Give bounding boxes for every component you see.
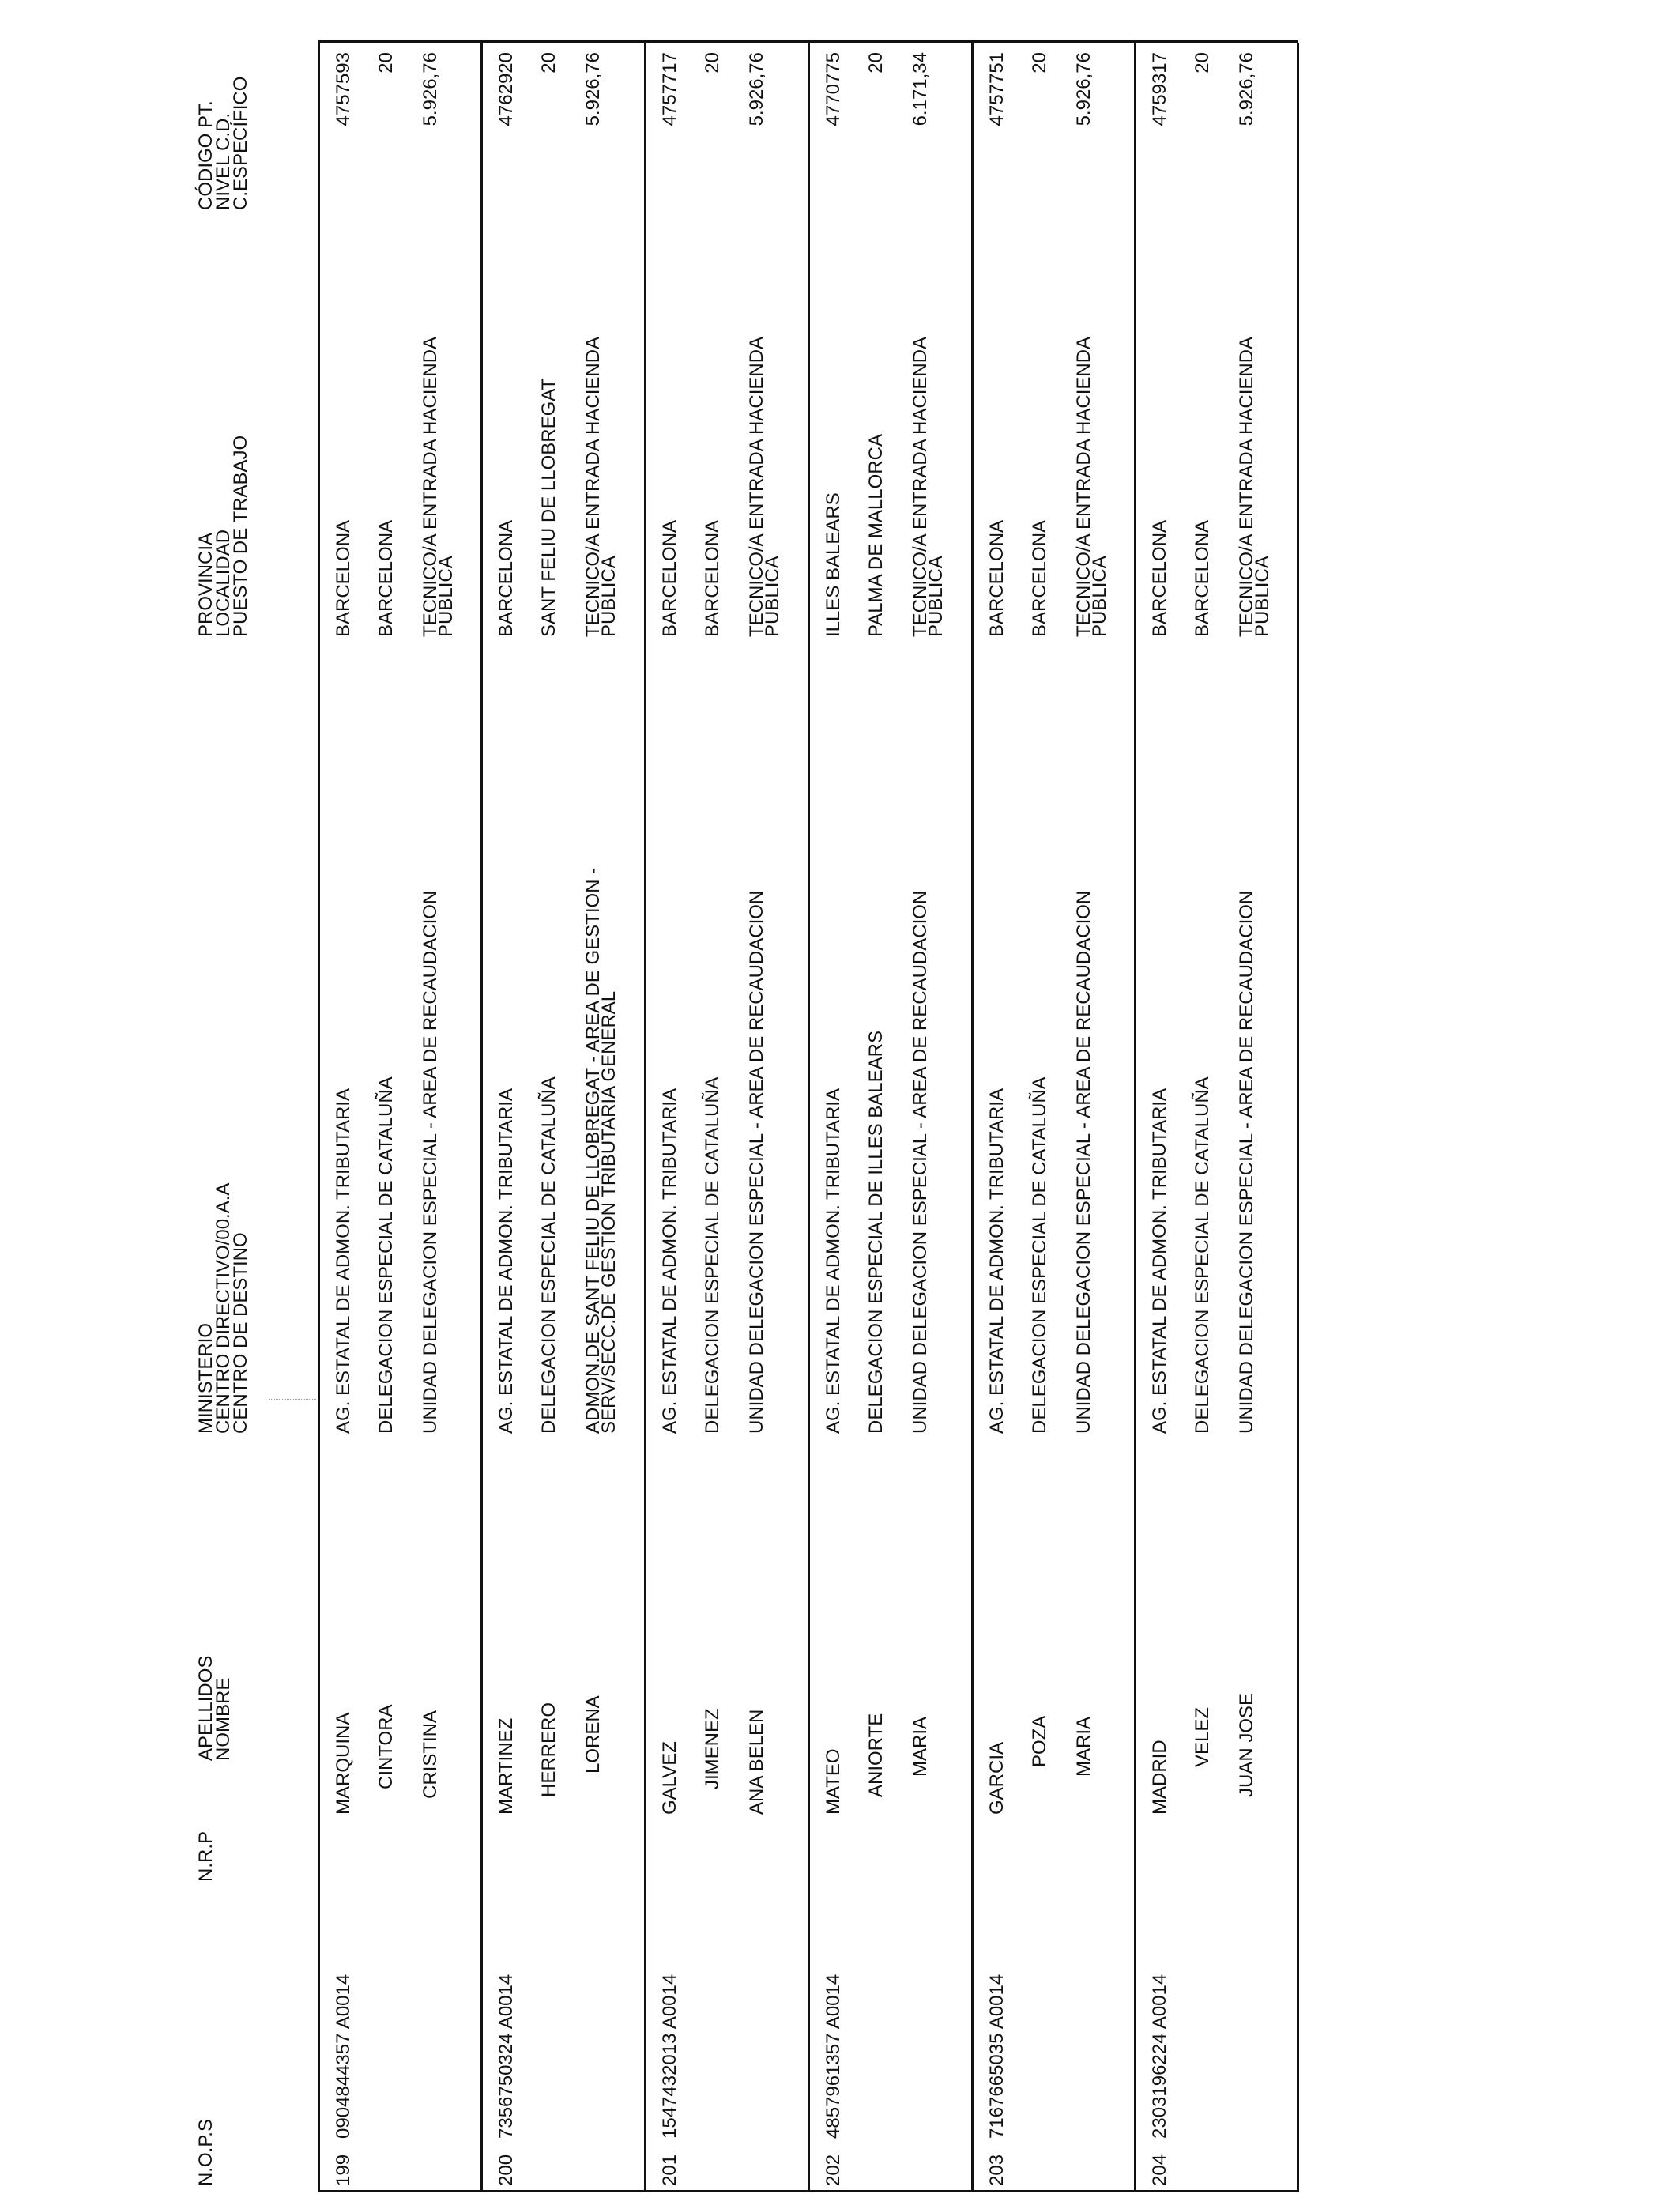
puesto-cell: TECNICO/A ENTRADA HACIENDA <box>746 336 767 637</box>
nrp-cell: 2303196224 A0014 <box>1149 1973 1170 2139</box>
puesto-cell-line2: PUBLICA <box>598 556 620 637</box>
centro-destino-cell: ADMON.DE SANT FELIU DE LLOBREGAT - AREA DE GESTION - <box>582 867 604 1434</box>
especifico-cell: 5.926,76 <box>746 52 767 126</box>
nrp-cell: 1547432013 A0014 <box>659 1973 680 2139</box>
nops-cell: 204 <box>1149 2154 1170 2186</box>
nrp-cell: 4857961357 A0014 <box>823 1973 844 2139</box>
nops-cell: 200 <box>495 2154 517 2186</box>
especifico-cell: 5.926,76 <box>420 52 441 126</box>
nombre-cell: CRISTINA <box>420 1710 441 1799</box>
codigo-cell: 4757593 <box>333 52 354 126</box>
centro-directivo-cell: DELEGACION ESPECIAL DE CATALUÑA <box>1029 1076 1050 1434</box>
codigo-cell: 4757751 <box>986 52 1008 126</box>
ministerio-cell: AG. ESTATAL DE ADMON. TRIBUTARIA <box>495 1088 517 1434</box>
nombre-cell: MARIA <box>1073 1716 1094 1777</box>
table-row <box>1134 0 1297 2194</box>
table-row <box>318 0 480 2194</box>
header-apellidos-label: APELLIDOS <box>195 1655 217 1761</box>
especifico-cell: 5.926,76 <box>582 52 604 126</box>
codigo-cell: 4762920 <box>495 52 517 126</box>
puesto-cell: TECNICO/A ENTRADA HACIENDA <box>582 336 604 637</box>
puesto-cell-line2: PUBLICA <box>925 556 947 637</box>
especifico-cell: 5.926,76 <box>1073 52 1094 126</box>
header-nops <box>195 2119 217 2186</box>
nivel-cell: 20 <box>375 52 397 74</box>
centro-directivo-cell: DELEGACION ESPECIAL DE CATALUÑA <box>538 1076 559 1434</box>
header-nivel-label: NIVEL C.D. <box>213 112 234 210</box>
codigo-cell: 4757717 <box>659 52 680 126</box>
apellido1-cell: GARCIA <box>986 1741 1008 1815</box>
apellido2-cell: POZA <box>1029 1715 1050 1767</box>
header-localidad-label: LOCALIDAD <box>213 529 234 637</box>
header-nombre-label: NOMBRE <box>213 1677 234 1761</box>
centro-directivo-cell: DELEGACION ESPECIAL DE CATALUÑA <box>375 1076 397 1434</box>
header-puesto-label: PUESTO DE TRABAJO <box>230 435 251 637</box>
apellido1-cell: MADRID <box>1149 1740 1170 1815</box>
nops-cell: 199 <box>333 2154 354 2186</box>
header-nops-label: N.O.P.S <box>195 2119 217 2186</box>
apellido1-cell: GALVEZ <box>659 1741 680 1815</box>
centro-destino-cell: UNIDAD DELEGACION ESPECIAL - AREA DE RECAUDACION <box>420 890 441 1434</box>
table-row <box>971 0 1134 2194</box>
apellido2-cell: CINTORA <box>375 1704 397 1789</box>
provincia-cell: ILLES BALEARS <box>823 492 844 637</box>
ministerio-cell: AG. ESTATAL DE ADMON. TRIBUTARIA <box>333 1088 354 1434</box>
apellido2-cell: HERRERO <box>538 1702 559 1797</box>
centro-directivo-cell: DELEGACION ESPECIAL DE ILLES BALEARS <box>865 1031 887 1434</box>
nombre-cell: JUAN JOSE <box>1236 1692 1257 1797</box>
apellido1-cell: MARQUINA <box>333 1712 354 1815</box>
localidad-cell: BARCELONA <box>1029 519 1050 637</box>
header-ministerio <box>195 1182 251 1434</box>
header-nrp <box>195 1830 217 1882</box>
nombre-cell: MARIA <box>910 1716 931 1777</box>
table-row <box>480 0 643 2194</box>
puesto-cell-line2: PUBLICA <box>435 556 457 637</box>
provincia-cell: BARCELONA <box>659 519 680 637</box>
nrp-cell: 7167665035 A0014 <box>986 1973 1008 2139</box>
localidad-cell: BARCELONA <box>1192 519 1213 637</box>
puesto-cell: TECNICO/A ENTRADA HACIENDA <box>910 336 931 637</box>
nops-cell: 203 <box>986 2154 1008 2186</box>
puesto-cell: TECNICO/A ENTRADA HACIENDA <box>1236 336 1257 637</box>
apellido2-cell: VELEZ <box>1192 1706 1213 1767</box>
especifico-cell: 5.926,76 <box>1236 52 1257 126</box>
provincia-cell: BARCELONA <box>986 519 1008 637</box>
codigo-cell: 4770775 <box>823 52 844 126</box>
nivel-cell: 20 <box>1029 52 1050 74</box>
puesto-cell-line2: PUBLICA <box>1089 556 1110 637</box>
localidad-cell: BARCELONA <box>375 519 397 637</box>
centro-destino-cell: UNIDAD DELEGACION ESPECIAL - AREA DE RECAUDACION <box>1236 890 1257 1434</box>
localidad-cell: PALMA DE MALLORCA <box>865 434 887 637</box>
header-apellidos-nombre <box>195 1655 234 1761</box>
puesto-cell: TECNICO/A ENTRADA HACIENDA <box>420 336 441 637</box>
puesto-cell-line2: PUBLICA <box>762 556 783 637</box>
nivel-cell: 20 <box>702 52 723 74</box>
localidad-cell: BARCELONA <box>702 519 723 637</box>
codigo-cell: 4759317 <box>1149 52 1170 126</box>
centro-destino-cell: UNIDAD DELEGACION ESPECIAL - AREA DE RECAUDACION <box>910 890 931 1434</box>
nivel-cell: 20 <box>865 52 887 74</box>
column-divider <box>269 1399 316 1400</box>
header-nrp-label: N.R.P <box>195 1830 217 1882</box>
apellido2-cell: ANIORTE <box>865 1713 887 1797</box>
centro-destino-cell: UNIDAD DELEGACION ESPECIAL - AREA DE RECAUDACION <box>1073 890 1094 1434</box>
header-centro-directivo-label: CENTRO DIRECTIVO/00.A.A <box>213 1182 234 1434</box>
table-row <box>808 0 970 2194</box>
centro-directivo-cell: DELEGACION ESPECIAL DE CATALUÑA <box>1192 1076 1213 1434</box>
nrp-cell: 7356750324 A0014 <box>495 1973 517 2139</box>
header-codigo <box>195 76 251 210</box>
puesto-cell: TECNICO/A ENTRADA HACIENDA <box>1073 336 1094 637</box>
nivel-cell: 20 <box>538 52 559 74</box>
apellido1-cell: MATEO <box>823 1748 844 1815</box>
header-provincia <box>195 435 251 637</box>
apellido2-cell: JIMENEZ <box>702 1708 723 1789</box>
header-ministerio-label: MINISTERIO <box>195 1322 217 1434</box>
centro-directivo-cell: DELEGACION ESPECIAL DE CATALUÑA <box>702 1076 723 1434</box>
nops-cell: 201 <box>659 2154 680 2186</box>
centro-destino-cell: UNIDAD DELEGACION ESPECIAL - AREA DE RECAUDACION <box>746 890 767 1434</box>
table-row <box>644 0 807 2194</box>
ministerio-cell: AG. ESTATAL DE ADMON. TRIBUTARIA <box>823 1088 844 1434</box>
provincia-cell: BARCELONA <box>1149 519 1170 637</box>
header-centro-destino-label: CENTRO DE DESTINO <box>230 1232 251 1434</box>
header-codigo-label: CÓDIGO PT. <box>195 100 217 210</box>
centro-destino-cell-line2: SERV/SECC.DE GESTION TRIBUTARIA GENERAL <box>598 990 620 1434</box>
nivel-cell: 20 <box>1192 52 1213 74</box>
header-provincia-label: PROVINCIA <box>195 532 217 637</box>
localidad-cell: SANT FELIU DE LLOBREGAT <box>538 378 559 637</box>
ministerio-cell: AG. ESTATAL DE ADMON. TRIBUTARIA <box>659 1088 680 1434</box>
provincia-cell: BARCELONA <box>333 519 354 637</box>
puesto-cell-line2: PUBLICA <box>1252 556 1273 637</box>
table-border-bottom <box>1297 43 1299 2192</box>
apellido1-cell: MARTINEZ <box>495 1717 517 1815</box>
ministerio-cell: AG. ESTATAL DE ADMON. TRIBUTARIA <box>1149 1088 1170 1434</box>
ministerio-cell: AG. ESTATAL DE ADMON. TRIBUTARIA <box>986 1088 1008 1434</box>
nops-cell: 202 <box>823 2154 844 2186</box>
nrp-cell: 0904844357 A0014 <box>333 1973 354 2139</box>
especifico-cell: 6.171,34 <box>910 52 931 126</box>
header-especifico-label: C.ESPECÍFICO <box>230 76 251 210</box>
nombre-cell: LORENA <box>582 1695 604 1774</box>
nombre-cell: ANA BELEN <box>746 1709 767 1815</box>
provincia-cell: BARCELONA <box>495 519 517 637</box>
